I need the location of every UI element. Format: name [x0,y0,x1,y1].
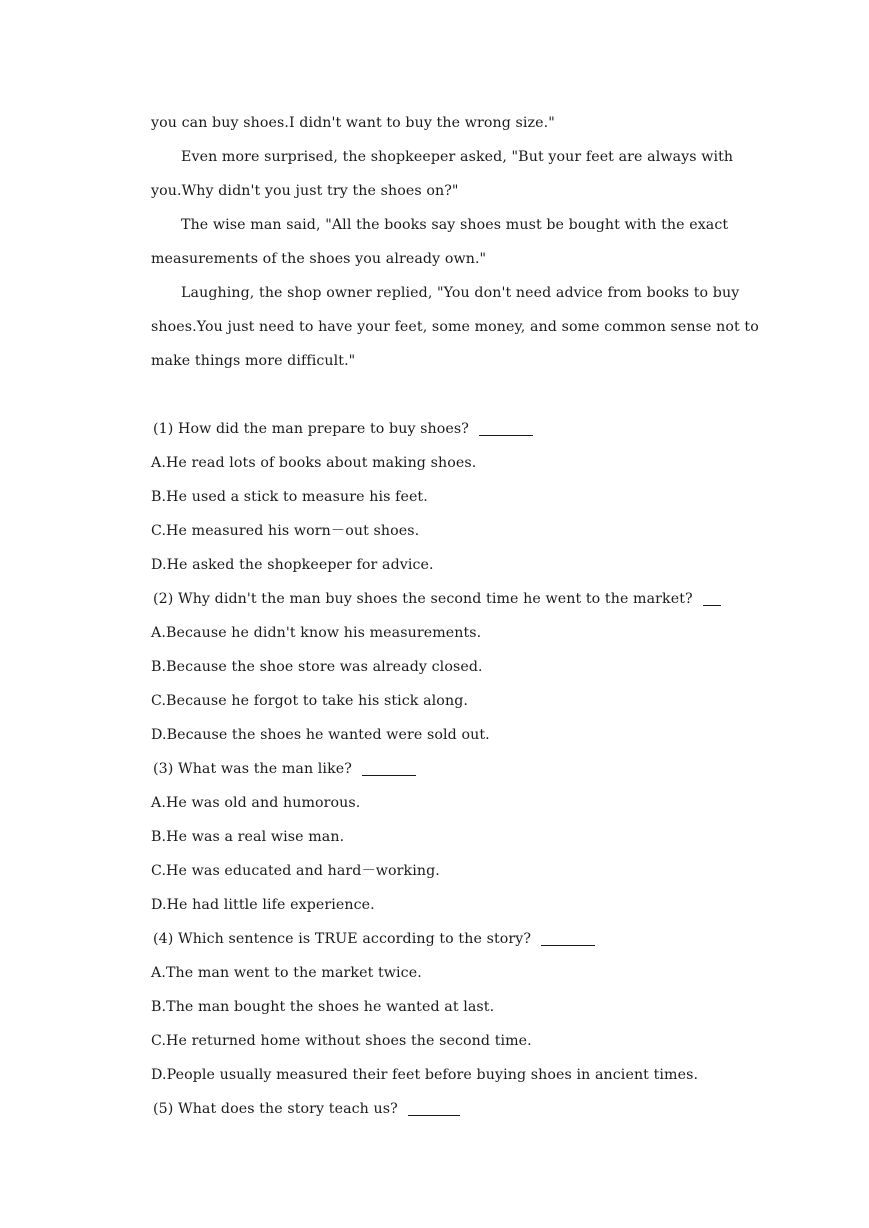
passage-line: shoes.You just need to have your feet, some money, and some common sense not to [151,319,759,335]
option-b: B.He was a real wise man. [151,829,345,845]
option-c: C.He measured his worn－out shoes. [151,523,420,539]
question-text: (5) What does the story teach us? [153,1101,398,1117]
passage-line: measurements of the shoes you already own." [151,251,487,267]
question-3 [151,752,741,922]
option-b: B.He used a stick to measure his feet. [151,489,428,505]
option-a: A.He was old and humorous. [151,795,361,811]
passage-line: Laughing, the shop owner replied, "You don't need advice from books to buy [181,285,740,301]
option-a: A.He read lots of books about making shoes. [151,455,477,471]
document-page [151,106,759,1126]
passage-line: you.Why didn't you just try the shoes on?" [151,183,459,199]
question-stem [151,922,741,956]
question-2 [151,582,741,752]
answer-blank[interactable] [703,587,721,606]
question-stem [151,1092,741,1126]
passage-line: you can buy shoes.I didn't want to buy the wrong size." [151,115,555,131]
answer-blank[interactable] [408,1097,460,1116]
passage-line: make things more difficult." [151,353,356,369]
passage-line: Even more surprised, the shopkeeper asked, "But your feet are always with [181,149,734,165]
passage-line: The wise man said, "All the books say shoes must be bought with the exact [181,217,729,233]
section-gap [151,378,741,412]
question-1 [151,412,741,582]
question-text: (1) How did the man prepare to buy shoes? [153,421,470,437]
option-b: B.The man bought the shoes he wanted at last. [151,999,495,1015]
option-d: D.He had little life experience. [151,897,375,913]
passage [151,106,759,378]
question-4 [151,922,741,1092]
option-d: D.Because the shoes he wanted were sold out. [151,727,490,743]
question-5 [151,1092,741,1126]
question-stem [151,412,741,446]
answer-blank[interactable] [479,417,533,436]
answer-blank[interactable] [362,757,416,776]
question-text: (3) What was the man like? [153,761,352,777]
question-stem [151,582,741,616]
question-stem [151,752,741,786]
question-text: (4) Which sentence is TRUE according to the story? [153,931,532,947]
option-a: A.The man went to the market twice. [151,965,422,981]
question-text: (2) Why didn't the man buy shoes the second time he went to the market? [153,591,693,607]
option-a: A.Because he didn't know his measurements. [151,625,482,641]
option-d: D.He asked the shopkeeper for advice. [151,557,434,573]
option-c: C.He was educated and hard－working. [151,863,440,879]
option-b: B.Because the shoe store was already closed. [151,659,483,675]
option-d: D.People usually measured their feet before buying shoes in ancient times. [151,1067,699,1083]
option-c: C.Because he forgot to take his stick along. [151,693,468,709]
answer-blank[interactable] [541,927,595,946]
option-c: C.He returned home without shoes the second time. [151,1033,532,1049]
